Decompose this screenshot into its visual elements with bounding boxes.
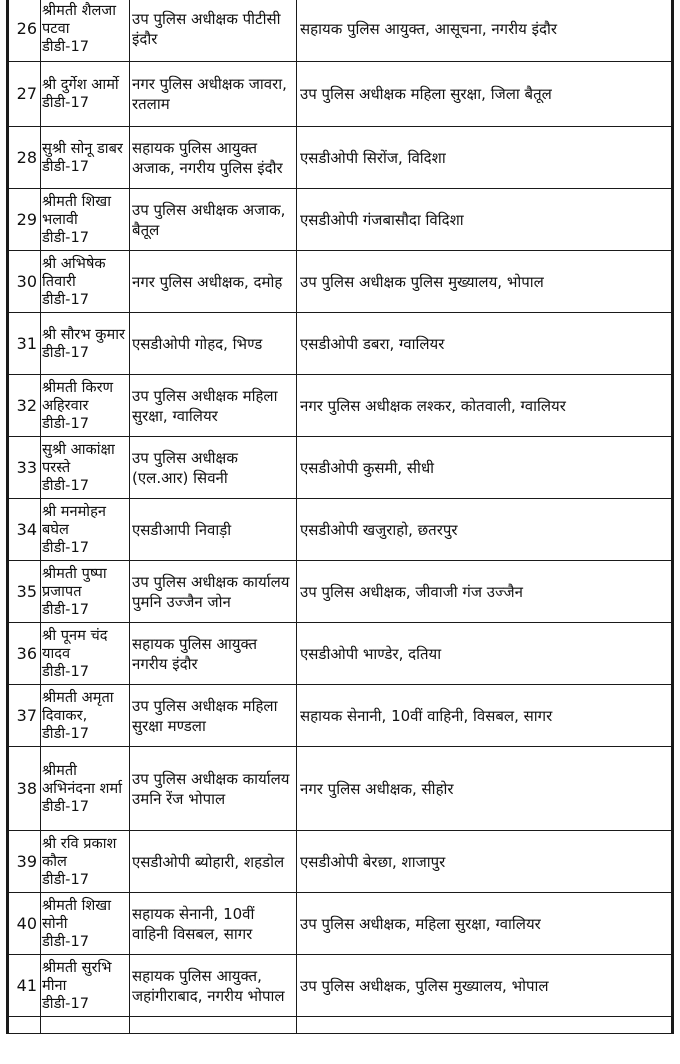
empty-cell [41, 1017, 130, 1034]
new-posting: उप पुलिस अधीक्षक पुलिस मुख्यालय, भोपाल [297, 251, 672, 313]
officer-batch: डीडी-17 [42, 94, 90, 111]
current-posting: एसडीआपी निवाड़ी [130, 499, 297, 561]
officer-name: सुश्री सोनू डाबर [42, 139, 123, 157]
table-row [9, 685, 672, 747]
officer-cell [41, 955, 130, 1017]
table-row [9, 437, 672, 499]
officer-batch: डीडी-17 [42, 476, 90, 494]
new-posting: एसडीओपी खजुराहो, छतरपुर [297, 499, 672, 561]
new-posting: उप पुलिस अधीक्षक, पुलिस मुख्यालय, भोपाल [297, 955, 672, 1017]
current-posting: नगर पुलिस अधीक्षक जावरा, रतलाम [130, 62, 297, 127]
new-posting: नगर पुलिस अधीक्षक लश्कर, कोतवाली, ग्वालियर [297, 375, 672, 437]
officer-batch: डीडी-17 [42, 870, 90, 888]
officer-name: श्रीमती शिखा सोनी [42, 896, 111, 932]
officer-cell [41, 685, 130, 747]
table-body [9, 0, 672, 1034]
officer-name: श्री सौरभ कुमार [42, 325, 125, 343]
empty-cell [9, 1017, 41, 1034]
officer-name: श्रीमती अमृता दिवाकर, [42, 688, 114, 724]
serial-number: 34 [9, 499, 41, 561]
officer-cell [41, 499, 130, 561]
new-posting: एसडीओपी भाण्डेर, दतिया [297, 623, 672, 685]
officer-batch: डीडी-17 [42, 38, 90, 55]
table-row [9, 623, 672, 685]
officer-cell [41, 893, 130, 955]
officer-batch: डीडी-17 [42, 538, 90, 556]
table-row [9, 62, 672, 127]
new-posting: एसडीओपी डबरा, ग्वालियर [297, 313, 672, 375]
officer-name: श्री रवि प्रकाश कौल [42, 834, 117, 870]
current-posting: सहायक पुलिस आयुक्त, जहांगीराबाद, नगरीय भोपाल [130, 955, 297, 1017]
table-row [9, 251, 672, 313]
serial-number: 27 [9, 62, 41, 127]
officer-name: श्री दुर्गेश आर्मो [42, 76, 119, 93]
officer-cell [41, 747, 130, 831]
table-row [9, 0, 672, 62]
officer-name: श्रीमती शिखा भलावी [42, 192, 111, 228]
table-row [9, 375, 672, 437]
officer-batch: डीडी-17 [42, 994, 90, 1012]
officer-batch: डीडी-17 [42, 797, 90, 815]
officer-cell [41, 189, 130, 251]
table-row [9, 127, 672, 189]
officer-name: श्रीमती पुष्पा प्रजापत [42, 564, 107, 600]
serial-number: 36 [9, 623, 41, 685]
current-posting: उप पुलिस अधीक्षक पीटीसी इंदौर [130, 0, 297, 62]
new-posting: एसडीओपी गंजबासौदा विदिशा [297, 189, 672, 251]
table-row [9, 561, 672, 623]
officer-cell [41, 127, 130, 189]
current-posting: उप पुलिस अधीक्षक कार्यालय उमनि रेंज भोपाल [130, 747, 297, 831]
serial-number: 30 [9, 251, 41, 313]
current-posting: सहायक पुलिस आयुक्त अजाक, नगरीय पुलिस इंदौर [130, 127, 297, 189]
current-posting: एसडीओपी ब्योहारी, शहडोल [130, 831, 297, 893]
new-posting: सहायक पुलिस आयुक्त, आसूचना, नगरीय इंदौर [297, 0, 672, 62]
new-posting: एसडीओपी कुसमी, सीधी [297, 437, 672, 499]
empty-cell [130, 1017, 297, 1034]
officer-name: श्रीमती शैलजा पटवा [42, 2, 117, 37]
serial-number: 40 [9, 893, 41, 955]
table-row [9, 893, 672, 955]
officer-batch: डीडी-17 [42, 600, 90, 618]
serial-number: 33 [9, 437, 41, 499]
current-posting: उप पुलिस अधीक्षक (एल.आर) सिवनी [130, 437, 297, 499]
current-posting: उप पुलिस अधीक्षक कार्यालय पुमनि उज्जैन जोन [130, 561, 297, 623]
serial-number: 31 [9, 313, 41, 375]
current-posting: नगर पुलिस अधीक्षक, दमोह [130, 251, 297, 313]
current-posting: उप पुलिस अधीक्षक अजाक, बैतूल [130, 189, 297, 251]
serial-number: 41 [9, 955, 41, 1017]
officer-cell [41, 375, 130, 437]
current-posting: उप पुलिस अधीक्षक महिला सुरक्षा, ग्वालियर [130, 375, 297, 437]
officer-batch: डीडी-17 [42, 157, 90, 175]
new-posting: उप पुलिस अधीक्षक, महिला सुरक्षा, ग्वालियर [297, 893, 672, 955]
officer-cell [41, 313, 130, 375]
officer-cell [41, 623, 130, 685]
officer-batch: डीडी-17 [42, 932, 90, 950]
empty-cell [297, 1017, 672, 1034]
current-posting: उप पुलिस अधीक्षक महिला सुरक्षा मण्डला [130, 685, 297, 747]
officer-cell [41, 437, 130, 499]
table-row [9, 747, 672, 831]
officer-batch: डीडी-17 [42, 290, 90, 308]
current-posting: सहायक सेनानी, 10वीं वाहिनी विसबल, सागर [130, 893, 297, 955]
new-posting: एसडीओपी बेरछा, शाजापुर [297, 831, 672, 893]
officer-cell [41, 831, 130, 893]
new-posting: नगर पुलिस अधीक्षक, सीहोर [297, 747, 672, 831]
officer-batch: डीडी-17 [42, 662, 90, 680]
table-row [9, 499, 672, 561]
current-posting: सहायक पुलिस आयुक्त नगरीय इंदौर [130, 623, 297, 685]
table-row [9, 189, 672, 251]
table-row [9, 831, 672, 893]
new-posting: उप पुलिस अधीक्षक, जीवाजी गंज उज्जैन [297, 561, 672, 623]
table-row-empty [9, 1017, 672, 1034]
serial-number: 26 [9, 0, 41, 62]
officer-name: श्रीमती किरण अहिरवार [42, 378, 114, 414]
serial-number: 39 [9, 831, 41, 893]
serial-number: 29 [9, 189, 41, 251]
officer-batch: डीडी-17 [42, 343, 90, 361]
officer-cell [41, 561, 130, 623]
officer-name: श्री पूनम चंद यादव [42, 626, 108, 662]
serial-number: 37 [9, 685, 41, 747]
serial-number: 35 [9, 561, 41, 623]
new-posting: एसडीओपी सिरोंज, विदिशा [297, 127, 672, 189]
officer-batch: डीडी-17 [42, 724, 90, 742]
new-posting: उप पुलिस अधीक्षक महिला सुरक्षा, जिला बैतूल [297, 62, 672, 127]
officer-name: श्रीमती अभिनंदना शर्मा [42, 761, 122, 797]
current-posting: एसडीओपी गोहद, भिण्ड [130, 313, 297, 375]
officer-name: श्रीमती सुरभि मीना [42, 958, 112, 994]
transfer-list-table [6, 0, 674, 1034]
table-row [9, 955, 672, 1017]
officer-name: श्री अभिषेक तिवारी [42, 254, 106, 290]
officer-name: श्री मनमोहन बघेल [42, 502, 106, 538]
table-row [9, 313, 672, 375]
serial-number: 32 [9, 375, 41, 437]
officer-batch: डीडी-17 [42, 414, 90, 432]
officer-cell [41, 251, 130, 313]
officer-cell [41, 0, 130, 62]
officer-name: सुश्री आकांक्षा परस्ते [42, 440, 115, 476]
officer-batch: डीडी-17 [42, 228, 90, 246]
officer-cell [41, 62, 130, 127]
new-posting: सहायक सेनानी, 10वीं वाहिनी, विसबल, सागर [297, 685, 672, 747]
serial-number: 28 [9, 127, 41, 189]
serial-number: 38 [9, 747, 41, 831]
